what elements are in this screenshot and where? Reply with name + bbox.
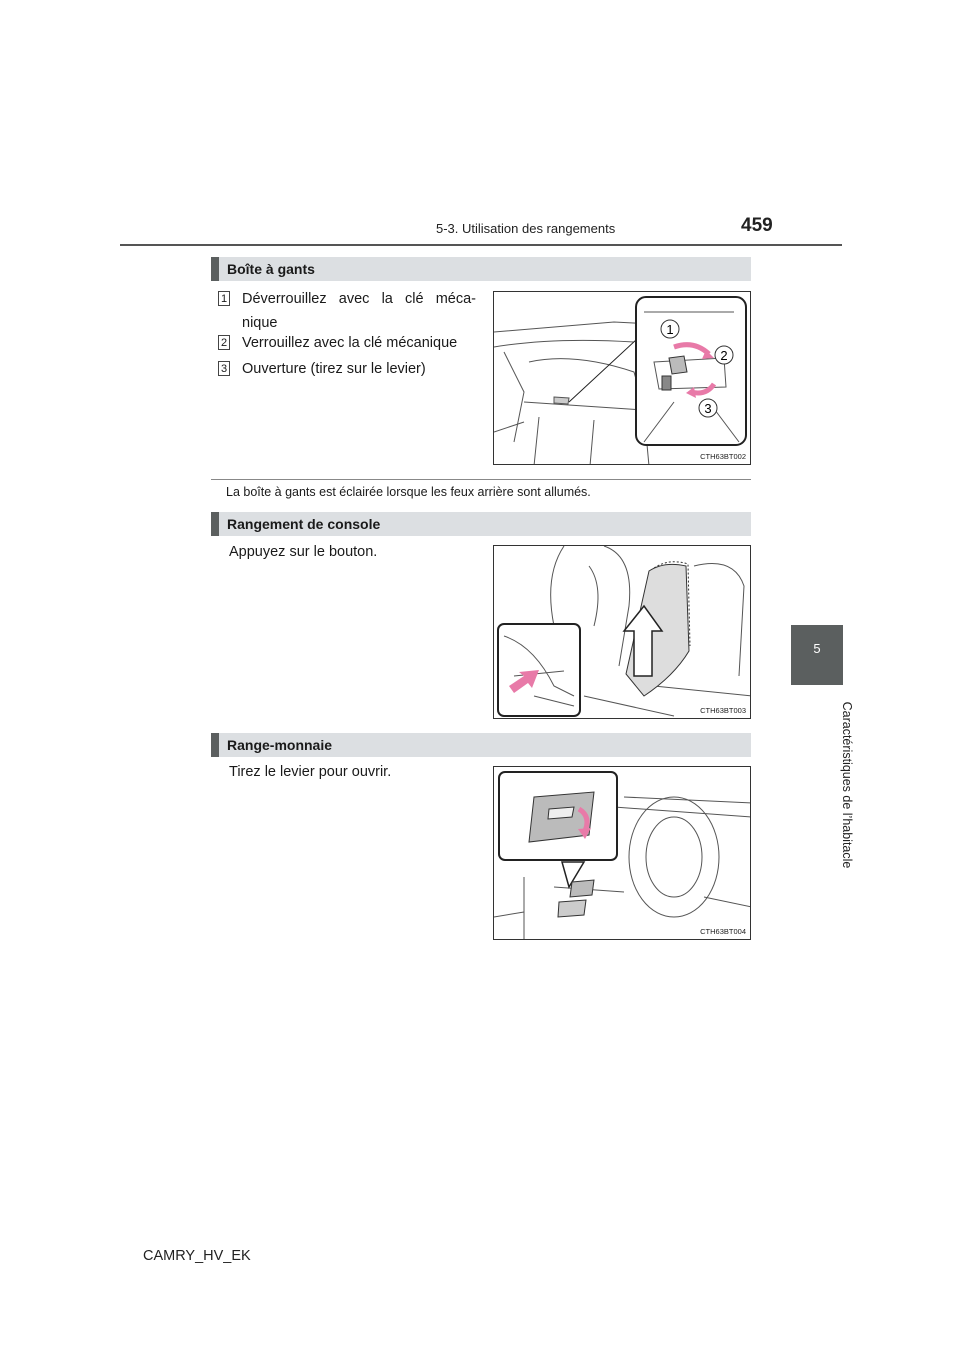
console-drawing — [494, 546, 751, 719]
note-divider — [211, 479, 751, 480]
callout-3: 3 — [704, 401, 712, 416]
running-header-section: 5-3. Utilisation des rangements — [436, 221, 616, 236]
note-text: La boîte à gants est éclairée lorsque les feux arrière sont allumés. — [226, 485, 591, 499]
item-number-box: 2 — [218, 335, 230, 350]
chapter-number: 5 — [813, 641, 821, 656]
footer-model-code: CAMRY_HV_EK — [143, 1248, 251, 1264]
chapter-title: Caractéristiques de l’habitacle — [840, 701, 854, 869]
header-divider — [120, 244, 842, 246]
callout-1: 1 — [666, 322, 674, 337]
section-title: Rangement de console — [227, 516, 381, 532]
section-title: Range-monnaie — [227, 737, 333, 753]
page-number: 459 — [741, 215, 773, 236]
glovebox-drawing — [494, 292, 751, 465]
figure-code: CTH63BT003 — [700, 706, 746, 715]
list-item — [218, 287, 476, 335]
section-heading-coin-holder — [211, 733, 751, 757]
item-text: Verrouillez avec la clé mécanique — [242, 335, 458, 351]
callout-2: 2 — [720, 348, 728, 363]
item-number-box: 1 — [218, 291, 230, 306]
console-illustration — [493, 545, 751, 719]
glovebox-illustration — [493, 291, 751, 465]
coin-holder-illustration — [493, 766, 751, 940]
body-text: Appuyez sur le bouton. — [229, 544, 378, 560]
item-number-box: 3 — [218, 361, 230, 376]
coin-holder-drawing — [494, 767, 751, 940]
figure-code: CTH63BT002 — [700, 452, 746, 461]
list-item — [218, 331, 476, 355]
body-text: Tirez le levier pour ouvrir. — [229, 764, 392, 780]
section-title: Boîte à gants — [227, 261, 315, 277]
item-text: Déverrouillez avec la clé méca-nique — [242, 291, 476, 331]
list-item — [218, 357, 476, 381]
section-heading-glovebox — [211, 257, 751, 281]
item-text: Ouverture (tirez sur le levier) — [242, 361, 426, 377]
figure-code: CTH63BT004 — [700, 927, 746, 936]
section-heading-console — [211, 512, 751, 536]
